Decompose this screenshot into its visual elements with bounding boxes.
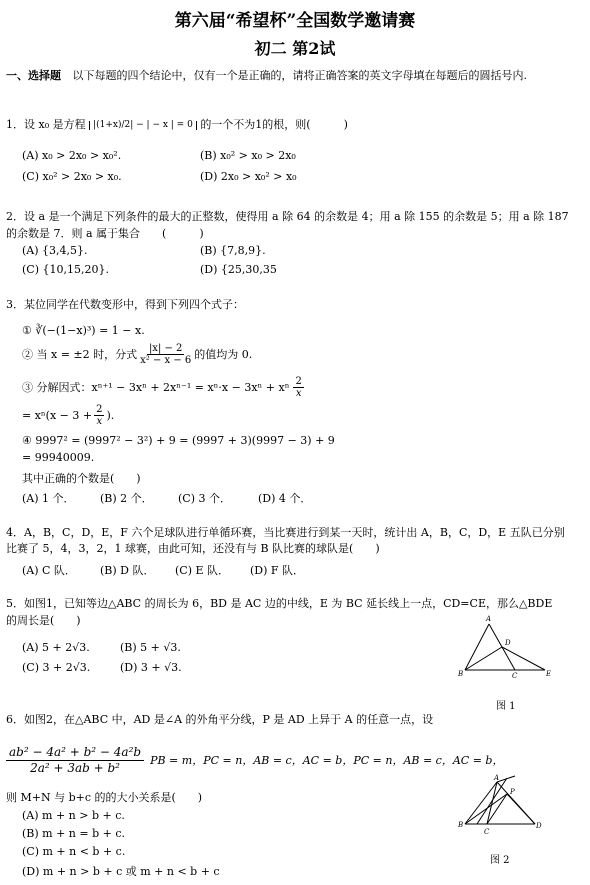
q3-s2-numerator: |x| − 2	[148, 343, 183, 354]
q6-fraction-numerator: ab² − 4a² + b² − 4a²b	[6, 745, 144, 761]
fig2-label-a: A	[494, 774, 500, 782]
figure-1-diagram	[455, 612, 555, 702]
q6-option-c: (C) m + n < b + c.	[22, 845, 126, 858]
q3-option-d: (D) 4 个．	[258, 492, 312, 505]
q3-s3-line2-num: 2	[96, 404, 103, 415]
q4-line2: 比赛了 5，4，3，2，1 球赛，由此可知，还没有与 B 队比赛的球队是( )	[6, 542, 380, 555]
fig1-label-b: B	[458, 670, 464, 678]
q3-statement-1: ① ∛(−(1−x)³) = 1 − x.	[22, 324, 145, 337]
exam-subtitle: 初二 第2试	[254, 39, 336, 58]
exam-title: 第六届“希望杯”全国数学邀请赛	[174, 11, 416, 31]
section-header	[6, 69, 527, 83]
q5-option-c: (C) 3 + 2√3.	[22, 661, 91, 674]
figure-2-caption: 图 2	[490, 855, 510, 866]
q3-s3-frac-num: 2	[295, 376, 302, 387]
q3-s3-line2-fraction	[94, 404, 104, 427]
fig1-label-c: C	[512, 672, 518, 680]
q6-option-b: (B) m + n = b + c.	[22, 827, 126, 840]
q3-ask: 其中正确的个数是( )	[22, 472, 141, 485]
q3-stem: 3．某位同学在代数变形中，得到下列四个式子：	[6, 298, 244, 311]
figure-2-diagram	[455, 772, 555, 844]
q3-s2-fraction	[140, 343, 191, 366]
q6-ask: 则 M+N 与 b+c 的的大小关系是( )	[6, 791, 203, 804]
q3-s3-text: ③ 分解因式：xⁿ⁺¹ − 3xⁿ + 2xⁿ⁻¹ = xⁿ·x − 3xⁿ + xⁿ	[22, 380, 290, 394]
section-label: 一、选择题	[6, 69, 61, 82]
fig2-label-b: B	[458, 821, 464, 829]
q1-option-d: (D) 2x₀ > x₀² > x₀	[200, 170, 297, 183]
q3-statement-3	[22, 376, 304, 399]
q4-option-d: (D) F 队．	[250, 564, 305, 577]
fig2-label-p: P	[510, 788, 515, 796]
fig1-label-a: A	[486, 615, 492, 623]
q5-option-b: (B) 5 + √3.	[120, 641, 181, 654]
q3-statement-3-line2	[22, 404, 114, 427]
q3-option-b: (B) 2 个．	[100, 492, 153, 505]
fig1-label-e: E	[546, 670, 552, 678]
q4-option-c: (C) E 队．	[175, 564, 230, 577]
q1-option-c: (C) x₀² > 2x₀ > x₀.	[22, 170, 122, 183]
q6-after-fraction: PB = m，PC = n，AB = c，AC = b，PC = n，AB = c，AC = b，	[150, 753, 504, 767]
q6-fraction-denominator: 2a² + 3ab + b²	[30, 761, 120, 775]
q2-line1: 2．设 a 是一个满足下列条件的最大的正整数，使得用 a 除 64 的余数是 4；用 a 除 155 的余数是 5；用 a 除 187	[6, 210, 569, 223]
fig2-label-d: D	[536, 822, 542, 830]
q6-expression-line	[6, 745, 503, 776]
q3-statement-2	[22, 343, 252, 366]
q4-option-b: (B) D 队．	[100, 564, 155, 577]
q3-statement-4-line2: = 99940009.	[22, 451, 95, 464]
q3-s3-fraction	[293, 376, 303, 399]
q1-suffix: 的一个不为1的根，则( )	[200, 118, 348, 131]
q2-option-a: (A) {3,4,5}.	[22, 244, 88, 257]
q3-s2-pre: ② 当 x = ±2 时，分式	[22, 347, 138, 361]
q3-s2-denominator: x² − x − 6	[140, 355, 192, 366]
q1-stem	[6, 118, 348, 132]
q5-line1: 5．如图1，已知等边△ABC 的周长为 6，BD 是 AC 边的中线，E 为 BC 延长线上一点，CD=CE，那么△BDE	[6, 597, 553, 610]
q6-line1: 6．如图2，在△ABC 中，AD 是∠A 的外角平分线，P 是 AD 上异于 A 的任意一点，设	[6, 713, 434, 726]
q3-s3-line2-pre: = xⁿ(x − 3 +	[22, 408, 93, 422]
q1-option-a: (A) x₀ > 2x₀ > x₀².	[22, 149, 122, 162]
q1-prefix: 1．设 x₀ 是方程	[6, 118, 86, 131]
q3-option-a: (A) 1 个．	[22, 492, 75, 505]
q5-line2: 的周长是( )	[6, 614, 81, 627]
q6-option-a: (A) m + n > b + c.	[22, 809, 125, 822]
q2-option-d: (D) {25,30,35	[200, 263, 277, 276]
q3-s2-post: 的值均为 0.	[194, 347, 253, 361]
figure-1-caption: 图 1	[496, 701, 516, 712]
q3-statement-4: ④ 9997² = (9997² − 3²) + 9 = (9997 + 3)(9997 − 3) + 9	[22, 434, 335, 447]
q3-s3-line2-post: ).	[106, 408, 115, 422]
q5-option-a: (A) 5 + 2√3.	[22, 641, 90, 654]
q5-option-d: (D) 3 + √3.	[120, 661, 182, 674]
fig1-label-d: D	[505, 639, 511, 647]
section-instruction: 以下每题的四个结论中，仅有一个是正确的，请将正确答案的英文字母填在每题后的圆括号内.	[72, 69, 527, 82]
q2-line2: 的余数是 7．则 a 属于集合 ( )	[6, 227, 204, 240]
q4-line1: 4．A，B，C，D，E，F 六个足球队进行单循环赛，当比赛进行到某一天时，统计出 A，B，C，D，E 五队已分别	[6, 526, 565, 539]
q1-equation: |(1+x)/2| − | − x | = 0	[89, 121, 197, 130]
q3-option-c: (C) 3 个．	[178, 492, 231, 505]
q3-s3-frac-den: x	[295, 388, 302, 399]
q2-option-c: (C) {10,15,20}.	[22, 263, 109, 276]
q4-option-a: (A) C 队．	[22, 564, 76, 577]
fig2-label-c: C	[484, 828, 490, 836]
q6-fraction	[6, 745, 144, 776]
q6-option-d: (D) m + n > b + c 或 m + n < b + c	[22, 865, 220, 878]
q3-s3-line2-den: x	[96, 416, 103, 427]
q1-option-b: (B) x₀² > x₀ > 2x₀	[200, 149, 296, 162]
q2-option-b: (B) {7,8,9}.	[200, 244, 266, 257]
